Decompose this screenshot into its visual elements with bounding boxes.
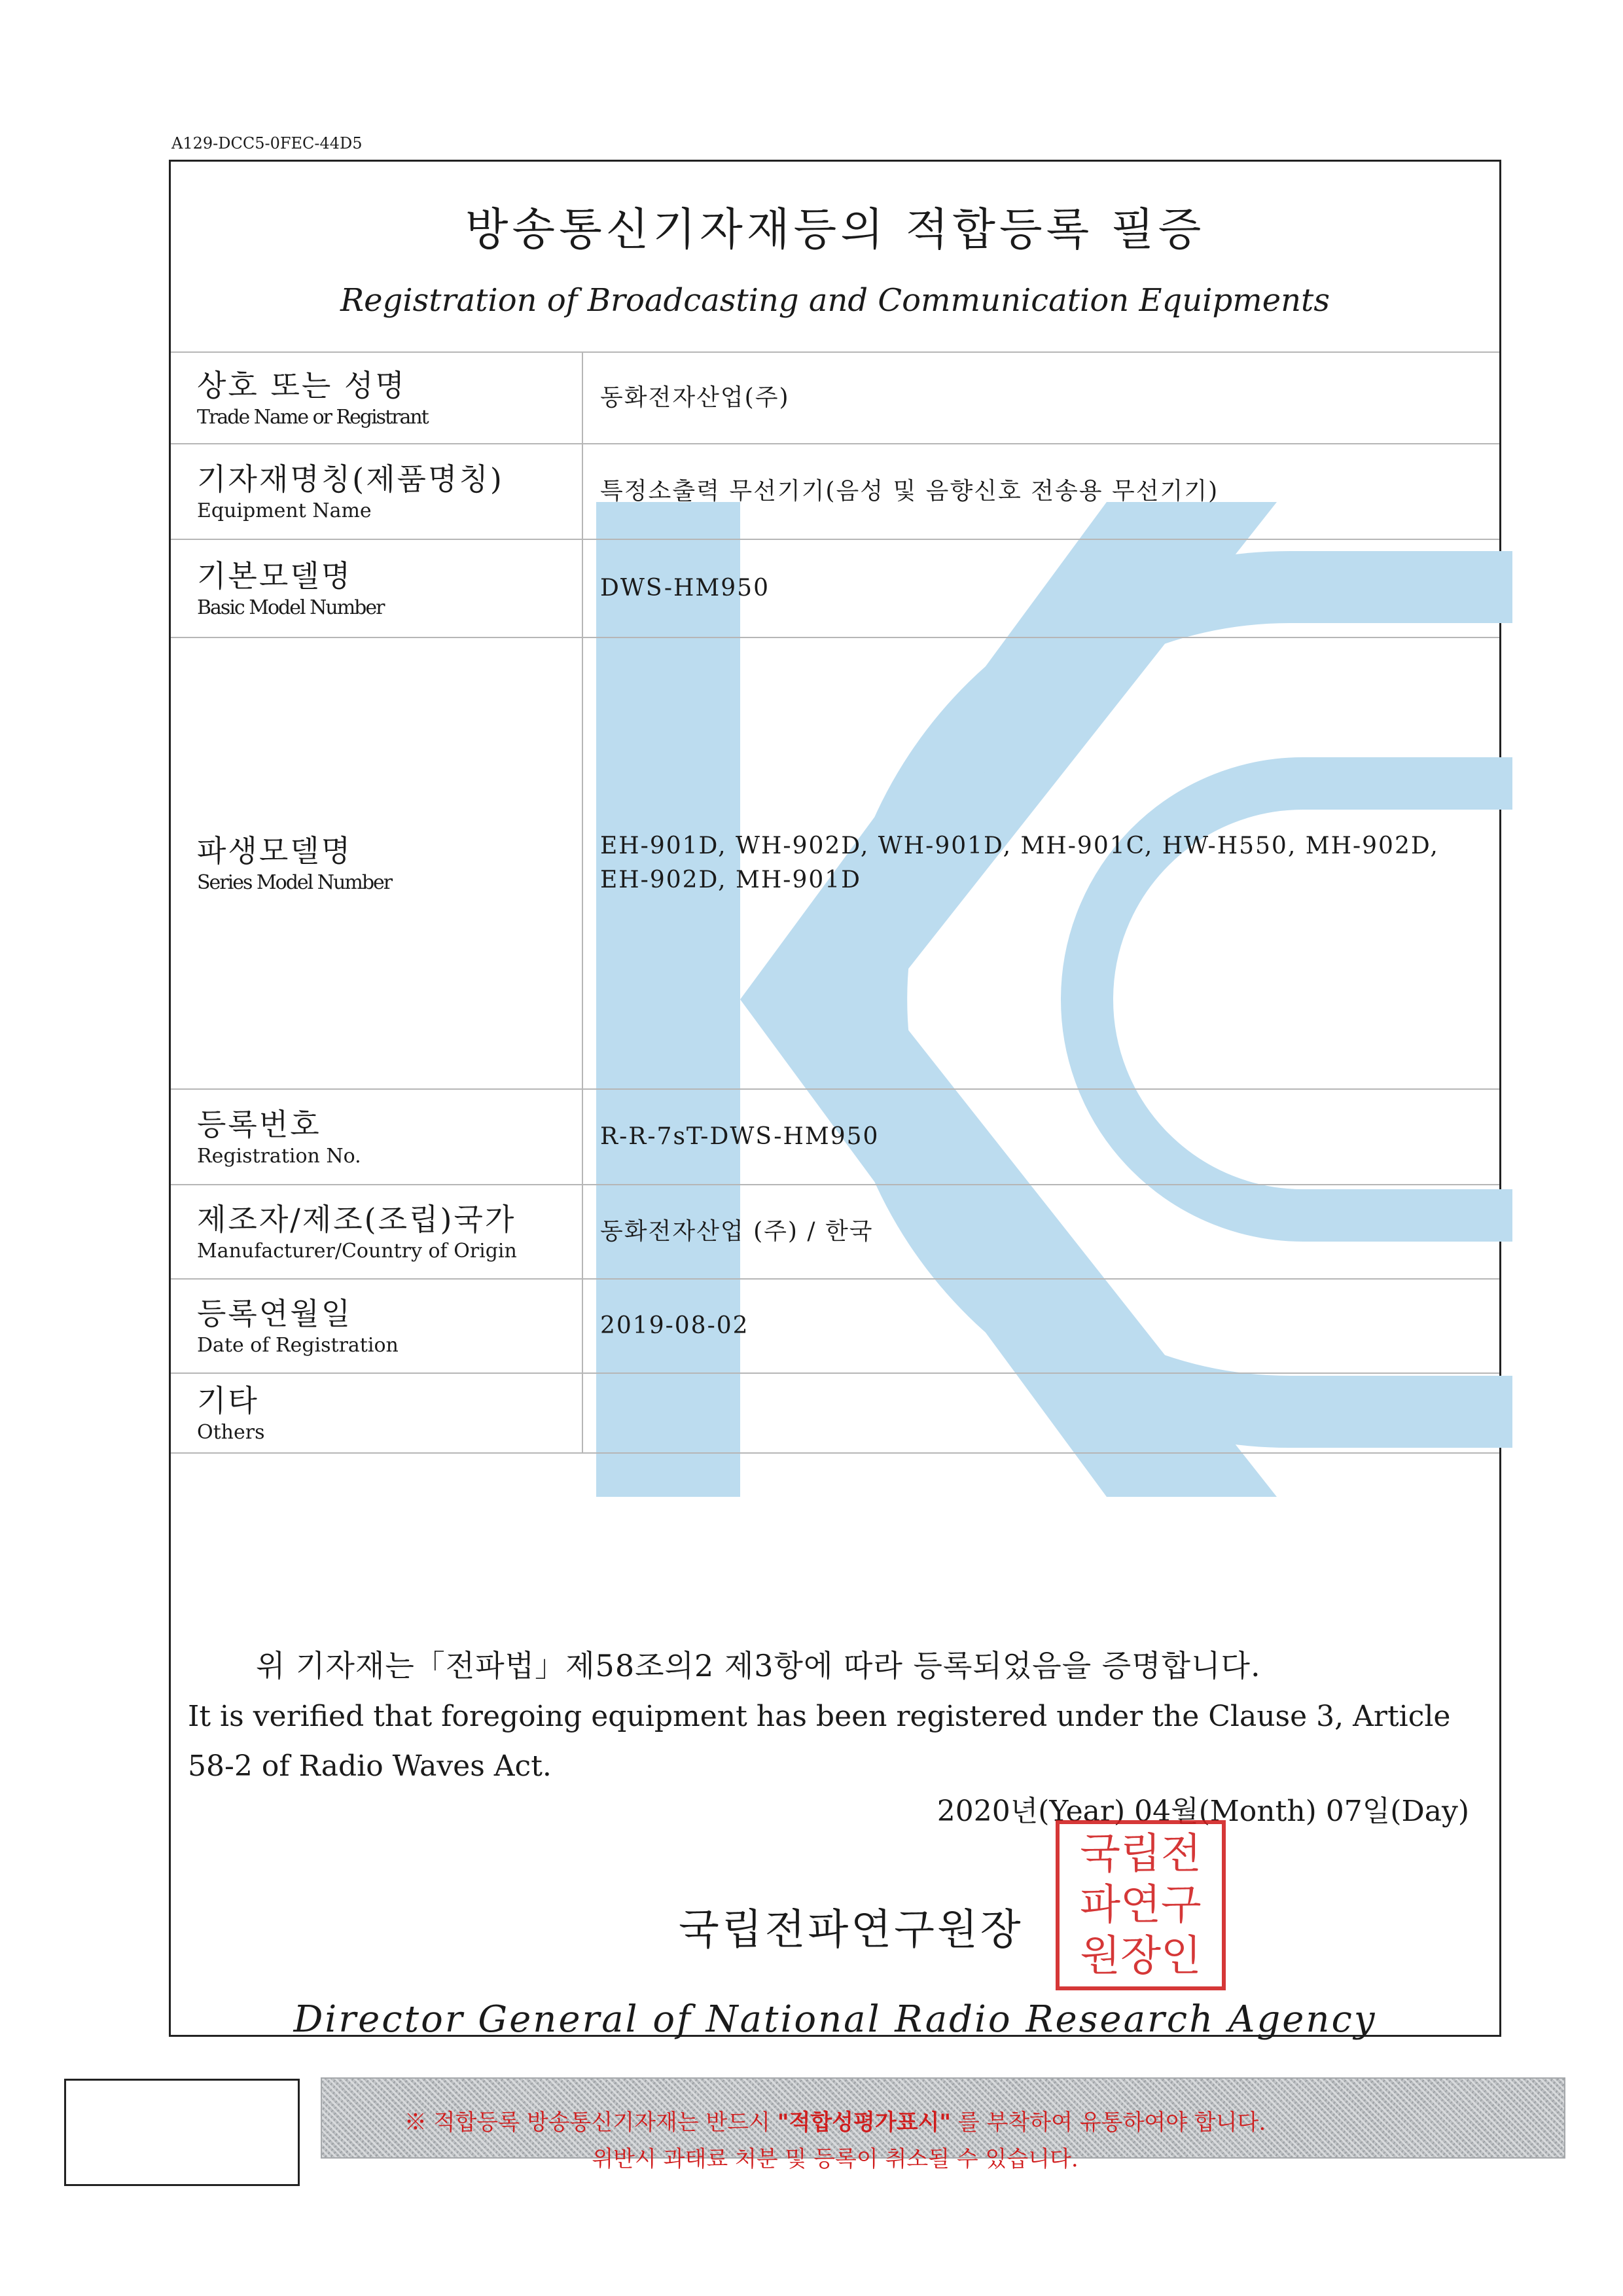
label-ko: 등록번호	[197, 1107, 321, 1142]
row-basic-model	[171, 539, 1499, 637]
value-registration-no: R-R-7sT-DWS-HM950	[600, 1123, 880, 1150]
certificate-frame	[169, 160, 1501, 2172]
row-others	[171, 1372, 1499, 1454]
label-cell	[171, 638, 583, 1088]
issuer-english: Director General of National Radio Research Agency	[293, 1998, 1377, 2041]
label-cell	[171, 444, 583, 539]
certificate-subtitle: Registration of Broadcasting and Communication Equipments	[340, 282, 1330, 319]
label-ko: 제조자/제조(조립)국가	[197, 1202, 516, 1237]
statement-english: It is verified that foregoing equipment has been registered under the Clause 3, Article 58-2 of Radio Waves Act.	[188, 1700, 1451, 1783]
notice-line-2: 위반시 과태료 처분 및 등록이 취소될 수 있습니다.	[592, 2146, 1079, 2172]
label-cell	[171, 1090, 583, 1184]
label-cell	[171, 540, 583, 637]
issue-date: 2020년(Year) 04월(Month) 07일(Day)	[936, 1795, 1469, 1828]
label-cell	[171, 353, 583, 443]
label-en: Registration No.	[197, 1145, 361, 1168]
registration-table	[171, 351, 1499, 1454]
label-ko: 파생모델명	[197, 833, 353, 869]
seal-line: 원장인	[1080, 1932, 1202, 1981]
row-manufacturer	[171, 1184, 1499, 1278]
row-registration-date	[171, 1278, 1499, 1372]
row-trade-name	[171, 351, 1499, 443]
label-en: Basic Model Number	[197, 596, 384, 619]
notice-text: ※ 적합등록 방송통신기자재는 반드시	[404, 2109, 770, 2136]
label-ko: 등록연월일	[197, 1296, 353, 1331]
statement-korean: 위 기자재는「전파법」제58조의2 제3항에 따라 등록되었음을 증명합니다.	[256, 1648, 1261, 1683]
label-en: Equipment Name	[197, 499, 372, 522]
row-equipment-name	[171, 443, 1499, 539]
label-en: Others	[197, 1421, 265, 1444]
label-cell	[171, 1280, 583, 1372]
value-registration-date: 2019-08-02	[600, 1312, 749, 1339]
seal-line: 파연구	[1080, 1881, 1202, 1929]
value-others	[583, 1374, 1499, 1452]
label-ko: 기본모델명	[197, 558, 353, 594]
label-en: Trade Name or Registrant	[197, 406, 428, 429]
label-ko: 기타	[197, 1383, 259, 1418]
certificate-title: 방송통신기자재등의 적합등록 필증	[465, 204, 1205, 256]
row-series-model	[171, 637, 1499, 1088]
value-series-model: EH-901D, WH-902D, WH-901D, MH-901C, HW-H550, MH-902D, EH-902D, MH-901D	[600, 833, 1439, 893]
label-cell	[171, 1374, 583, 1452]
official-seal	[1056, 1820, 1226, 1990]
label-en: Manufacturer/Country of Origin	[197, 1240, 517, 1263]
value-manufacturer: 동화전자산업 (주) / 한국	[600, 1218, 874, 1245]
value-basic-model: DWS-HM950	[600, 575, 770, 601]
issuer-korean: 국립전파연구원장	[679, 1906, 1024, 1954]
compliance-notice	[171, 2104, 1499, 2178]
document-id: A129-DCC5-0FEC-44D5	[171, 134, 363, 152]
value-equipment-name: 특정소출력 무선기기(음성 및 음향신호 전송용 무선기기)	[600, 478, 1219, 505]
row-registration-no	[171, 1088, 1499, 1184]
notice-text: 를 부착하여 유통하여야 합니다.	[957, 2109, 1266, 2136]
label-ko: 기자재명칭(제품명칭)	[197, 461, 504, 497]
value-trade-name: 동화전자산업(주)	[600, 384, 790, 411]
label-ko: 상호 또는 성명	[197, 368, 406, 403]
label-cell	[171, 1185, 583, 1278]
label-en: Date of Registration	[197, 1334, 399, 1357]
notice-highlight: "적합성평가표시"	[777, 2109, 952, 2136]
label-en: Series Model Number	[197, 871, 392, 894]
notice-line-1	[171, 2104, 1499, 2141]
seal-line: 국립전	[1080, 1830, 1202, 1878]
